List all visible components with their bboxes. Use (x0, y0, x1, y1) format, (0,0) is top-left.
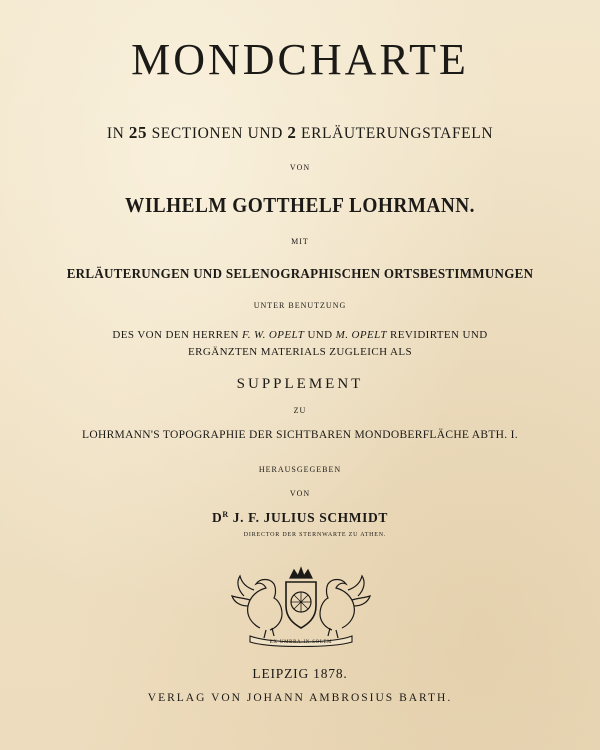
editor-fullname: J. F. JULIUS SCHMIDT (228, 510, 388, 525)
emblem-motto: EX·UMBRA·IN·SOLEM (269, 640, 333, 645)
editor-prefix: D (212, 510, 223, 525)
reviser-name-1: F. W. OPELT (242, 329, 305, 341)
subtitle-sections-count: 25 (128, 123, 148, 142)
main-title: MONDCHARTE (131, 35, 469, 84)
material-line-2: ERGÄNZTEN MATERIALS ZUGLEICH ALS (188, 346, 412, 358)
subtitle-plates-count: 2 (287, 123, 297, 142)
subtitle-middle: SECTIONEN UND (147, 125, 288, 142)
subtitle-prefix: IN (106, 125, 129, 142)
material-part-3: REVIDIRTEN UND (386, 329, 488, 341)
publisher-line: VERLAG VON JOHANN AMBROSIUS BARTH. (147, 692, 453, 704)
using-label: UNTER BENUTZUNG (253, 301, 347, 310)
subtitle (0, 124, 600, 142)
material-part-1: DES VON DEN HERREN (112, 329, 243, 341)
reviser-name-2: M. OPELT (335, 329, 387, 341)
von-label: VON (289, 163, 311, 172)
editor-prefix-sup: R (222, 510, 229, 519)
publisher-emblem-icon (230, 566, 372, 648)
zu-label: ZU (293, 406, 307, 415)
editor-name (0, 511, 600, 525)
mit-label: MIT (291, 237, 309, 246)
subtitle-suffix: ERLÄUTERUNGSTAFELN (296, 125, 494, 142)
explanations-line: ERLÄUTERUNGEN UND SELENOGRAPHISCHEN ORTSBESTIMMUNGEN (66, 267, 534, 282)
city-year: LEIPZIG 1878. (252, 666, 348, 681)
author-name: WILHELM GOTTHELF LOHRMANN. (125, 193, 475, 217)
material-part-2: UND (304, 329, 336, 341)
von-label-2: VON (289, 489, 311, 498)
editor-title: DIRECTOR DER STERNWARTE ZU ATHEN. (243, 532, 387, 538)
editor-label: HERAUSGEGEBEN (258, 465, 342, 474)
material-line-1 (0, 330, 600, 341)
supplement-heading: SUPPLEMENT (236, 376, 364, 392)
topography-line: LOHRMANN'S TOPOGRAPHIE DER SICHTBAREN MONDOBERFLÄCHE ABTH. I. (82, 429, 518, 441)
